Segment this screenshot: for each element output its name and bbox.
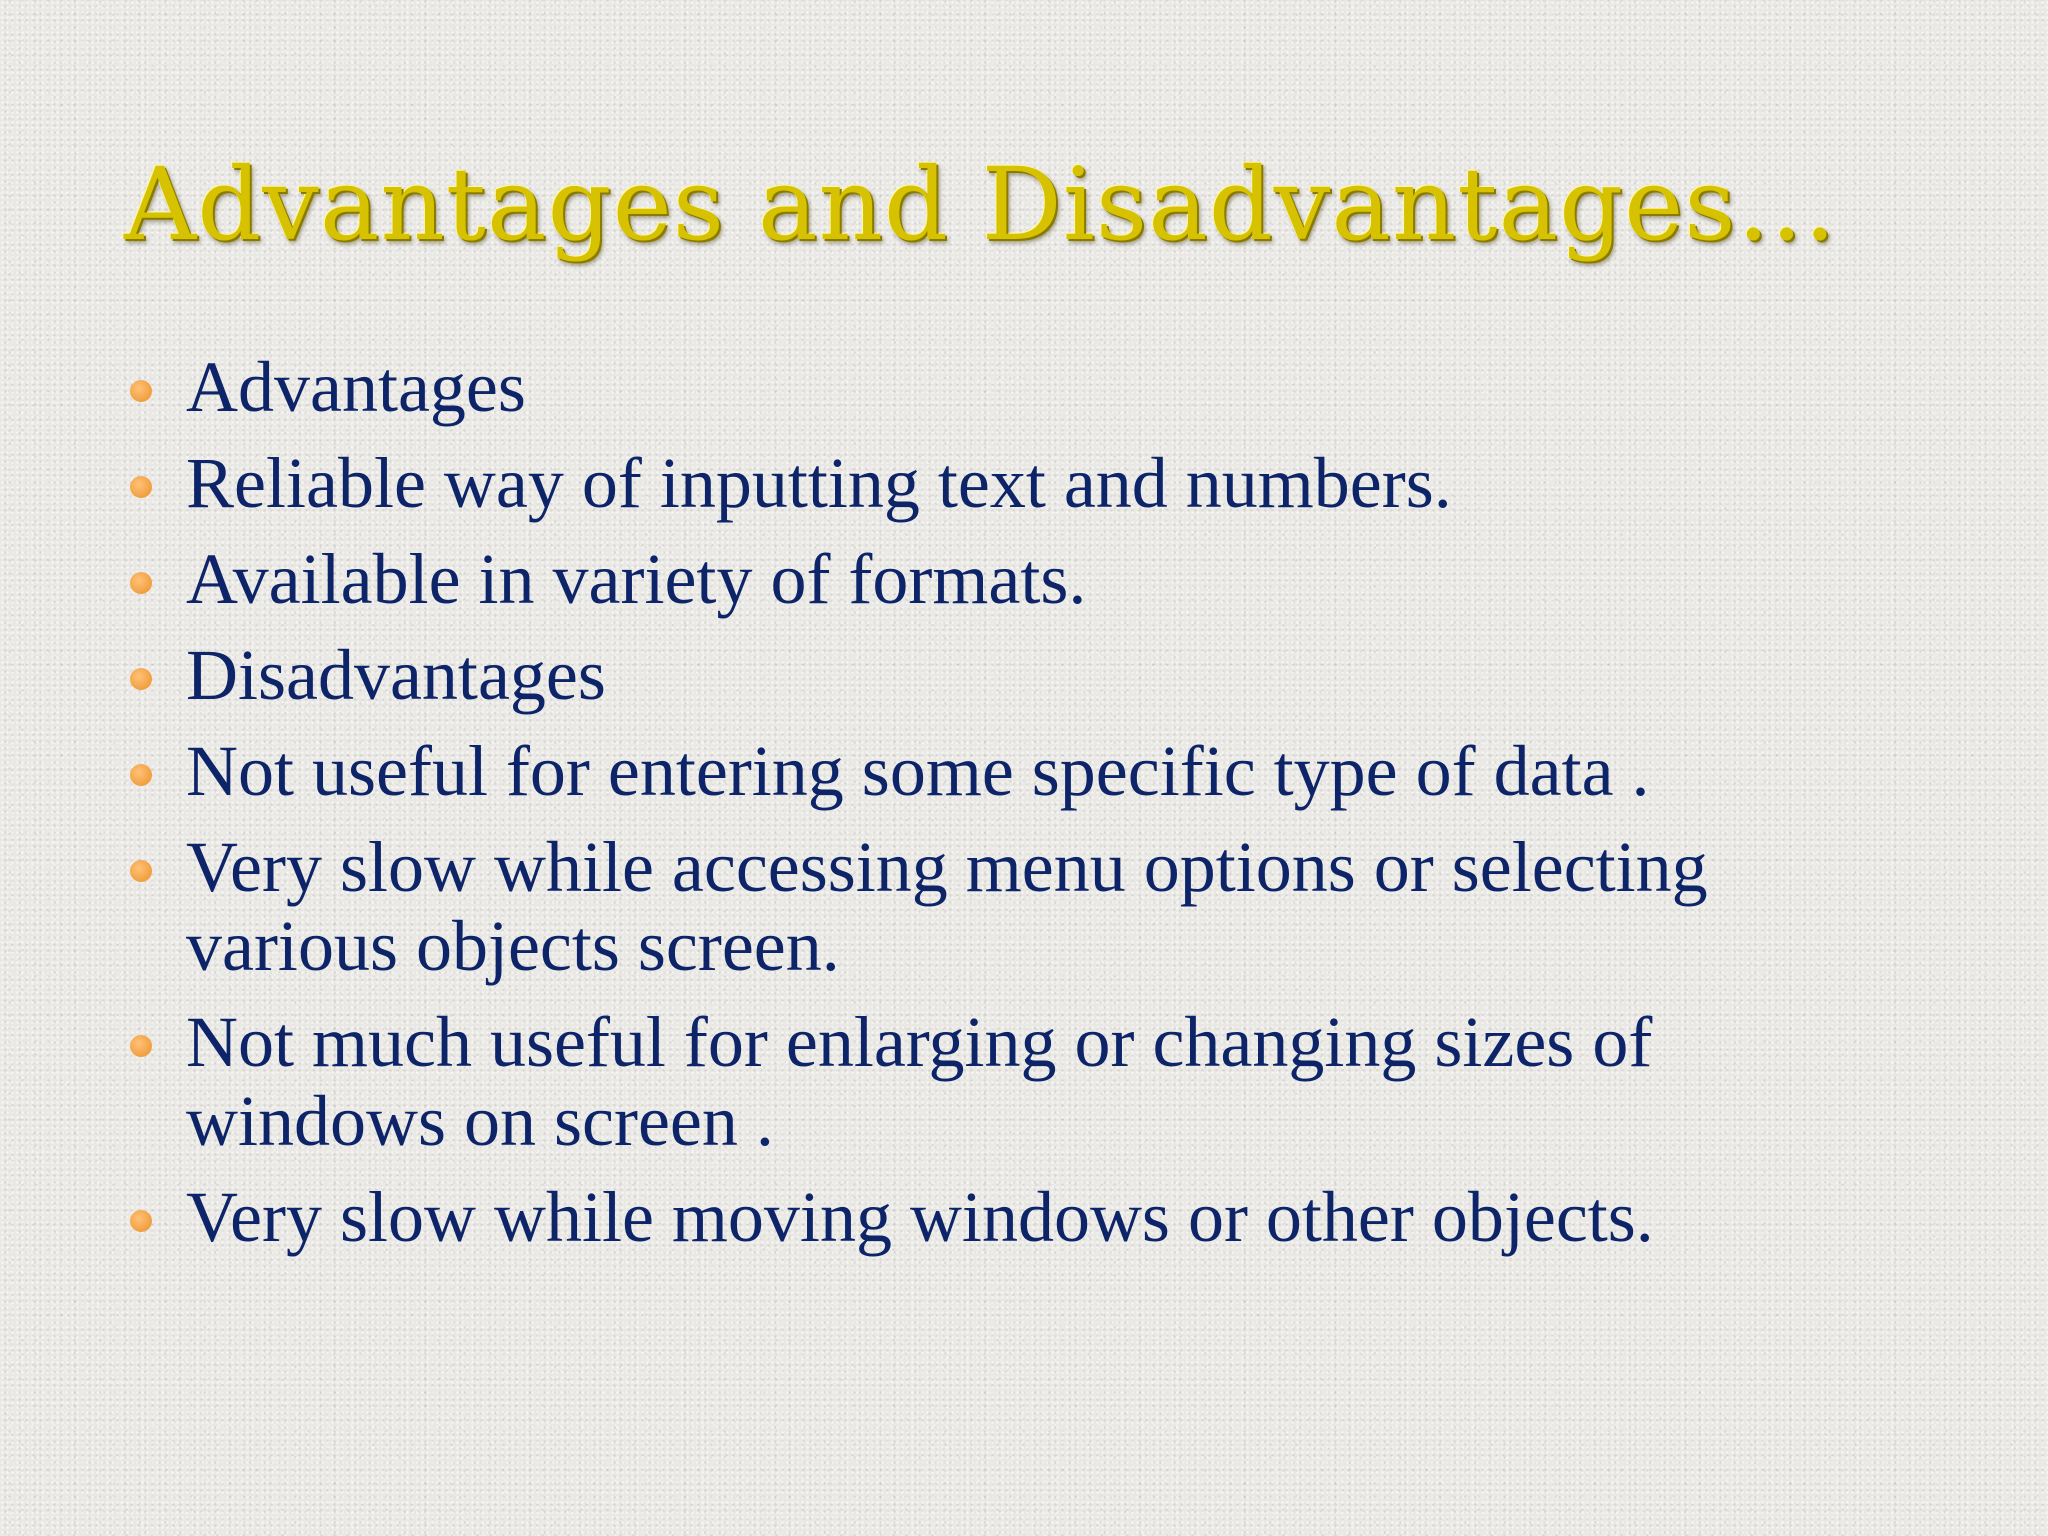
bullet-dot-icon xyxy=(130,572,152,594)
bullet-dot-icon xyxy=(130,380,152,402)
bullet-text: Not much useful for enlarging or changing sizes of windows on screen . xyxy=(186,1002,1653,1161)
bullet-text: Reliable way of inputting text and numbers. xyxy=(186,443,1452,523)
bullet-item xyxy=(120,636,1920,715)
bullet-text: Available in variety of formats. xyxy=(186,539,1087,619)
bullet-dot-icon xyxy=(130,764,152,786)
bullet-dot-icon xyxy=(130,860,152,882)
bullet-item xyxy=(120,348,1920,427)
bullet-item xyxy=(120,1003,1920,1161)
bullet-text: Advantages xyxy=(186,347,526,427)
bullet-dot-icon xyxy=(130,668,152,690)
bullet-list xyxy=(120,348,1920,1274)
bullet-text: Very slow while moving windows or other objects. xyxy=(186,1177,1654,1257)
bullet-item xyxy=(120,1178,1920,1257)
bullet-text: Very slow while accessing menu options or selecting various objects screen. xyxy=(186,827,1708,986)
bullet-item xyxy=(120,540,1920,619)
slide-title: Advantages and Disadvantages… xyxy=(124,146,1838,263)
bullet-dot-icon xyxy=(130,1035,152,1057)
bullet-dot-icon xyxy=(130,476,152,498)
bullet-item xyxy=(120,828,1920,986)
bullet-text: Not useful for entering some specific type of data . xyxy=(186,731,1650,811)
bullet-dot-icon xyxy=(130,1210,152,1232)
bullet-item xyxy=(120,732,1920,811)
bullet-text: Disadvantages xyxy=(186,635,606,715)
bullet-item xyxy=(120,444,1920,523)
